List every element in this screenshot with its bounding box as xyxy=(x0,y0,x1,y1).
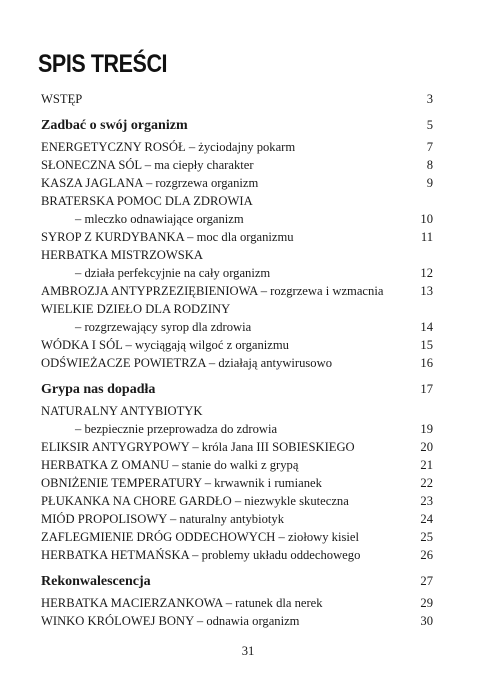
entry-title: OBNIŻENIE TEMPERATURY – krwawnik i rumianek xyxy=(41,476,322,490)
entry-title: – mleczko odnawiające organizm xyxy=(75,212,244,226)
entry-page-number: 13 xyxy=(420,284,433,298)
toc-entry xyxy=(41,300,433,318)
toc-entry xyxy=(41,282,433,300)
section-title: Zadbać o swój organizm xyxy=(41,118,188,133)
toc-entry xyxy=(41,438,433,456)
entry-page-number: 5 xyxy=(426,118,433,132)
toc-entry xyxy=(41,264,433,282)
entry-title: ELIKSIR ANTYGRYPOWY – króla Jana III SOBIESKIEGO xyxy=(41,440,355,454)
toc-section-heading xyxy=(41,377,433,402)
toc-entry xyxy=(41,474,433,492)
toc-entry xyxy=(41,138,433,156)
toc-entry xyxy=(41,546,433,564)
entry-title: ZAFLEGMIENIE DRÓG ODDECHOWYCH – ziołowy kisiel xyxy=(41,530,359,544)
toc-entry xyxy=(41,420,433,438)
section-title: Rekonwalescencja xyxy=(41,574,151,589)
entry-page-number: 20 xyxy=(420,440,433,454)
entry-page-number: 21 xyxy=(420,458,433,472)
entry-page-number: 23 xyxy=(420,494,433,508)
entry-page-number: 29 xyxy=(420,596,433,610)
entry-title: BRATERSKA POMOC DLA ZDROWIA xyxy=(41,194,253,208)
entry-page-number: 12 xyxy=(420,266,433,280)
entry-title: MIÓD PROPOLISOWY – naturalny antybiotyk xyxy=(41,512,284,526)
entry-title: SYROP Z KURDYBANKA – moc dla organizmu xyxy=(41,230,294,244)
page-title: SPIS TREŚCI xyxy=(38,50,168,78)
entry-title: HERBATKA Z OMANU – stanie do walki z grypą xyxy=(41,458,299,472)
entry-title: ENERGETYCZNY ROSÓŁ – życiodajny pokarm xyxy=(41,140,296,154)
entry-title: KASZA JAGLANA – rozgrzewa organizm xyxy=(41,176,259,190)
entry-title: WSTĘP xyxy=(41,92,83,106)
toc-entry xyxy=(41,336,433,354)
toc-entry xyxy=(41,612,433,630)
entry-title: AMBROZJA ANTYPRZEZIĘBIENIOWA – rozgrzewa i wzmacnia xyxy=(41,284,384,298)
toc-entry xyxy=(41,456,433,474)
entry-page-number: 19 xyxy=(420,422,433,436)
toc-entry xyxy=(41,594,433,612)
entry-page-number: 17 xyxy=(420,382,433,396)
entry-page-number: 30 xyxy=(420,614,433,628)
toc-entry xyxy=(41,402,433,420)
toc-entry xyxy=(41,156,433,174)
entry-page-number: 14 xyxy=(420,320,433,334)
entry-page-number: 27 xyxy=(420,574,433,588)
entry-page-number: 25 xyxy=(420,530,433,544)
toc-entry xyxy=(41,192,433,210)
toc-entry xyxy=(41,174,433,192)
footer-page-number: 31 xyxy=(241,644,255,658)
entry-title: SŁONECZNA SÓL – ma ciepły charakter xyxy=(41,158,254,172)
entry-title: – bezpiecznie przeprowadza do zdrowia xyxy=(75,422,278,436)
toc-entry xyxy=(41,318,433,336)
entry-title: PŁUKANKA NA CHORE GARDŁO – niezwykle skuteczna xyxy=(41,494,349,508)
entry-title: WÓDKA I SÓL – wyciągają wilgoć z organizmu xyxy=(41,338,289,352)
entry-page-number: 3 xyxy=(426,92,433,106)
entry-title: ODŚWIEŻACZE POWIETRZA – działają antywirusowo xyxy=(41,356,332,370)
entry-title: – działa perfekcyjnie na cały organizm xyxy=(75,266,271,280)
entry-title: WINKO KRÓLOWEJ BONY – odnawia organizm xyxy=(41,614,300,628)
entry-page-number: 9 xyxy=(426,176,433,190)
toc-section-heading xyxy=(41,569,433,594)
toc-entry xyxy=(41,228,433,246)
entry-page-number: 15 xyxy=(420,338,433,352)
entry-page-number: 22 xyxy=(420,476,433,490)
entry-title: NATURALNY ANTYBIOTYK xyxy=(41,404,203,418)
entry-page-number: 7 xyxy=(426,140,433,154)
entry-title: HERBATKA MISTRZOWSKA xyxy=(41,248,203,262)
toc-entry xyxy=(41,354,433,372)
entry-title: WIELKIE DZIEŁO DLA RODZINY xyxy=(41,302,231,316)
toc-entry xyxy=(41,246,433,264)
table-of-contents xyxy=(41,90,433,630)
entry-title: – rozgrzewający syrop dla zdrowia xyxy=(75,320,252,334)
toc-entry xyxy=(41,510,433,528)
entry-page-number: 10 xyxy=(420,212,433,226)
section-title: Grypa nas dopadła xyxy=(41,382,156,397)
entry-page-number: 8 xyxy=(426,158,433,172)
entry-page-number: 11 xyxy=(420,230,433,244)
toc-entry xyxy=(41,90,433,108)
entry-title: HERBATKA MACIERZANKOWA – ratunek dla nerek xyxy=(41,596,323,610)
entry-page-number: 26 xyxy=(420,548,433,562)
toc-entry xyxy=(41,528,433,546)
toc-section-heading xyxy=(41,113,433,138)
toc-entry xyxy=(41,492,433,510)
entry-title: HERBATKA HETMAŃSKA – problemy układu oddechowego xyxy=(41,548,361,562)
entry-page-number: 24 xyxy=(420,512,433,526)
entry-page-number: 16 xyxy=(420,356,433,370)
toc-entry xyxy=(41,210,433,228)
